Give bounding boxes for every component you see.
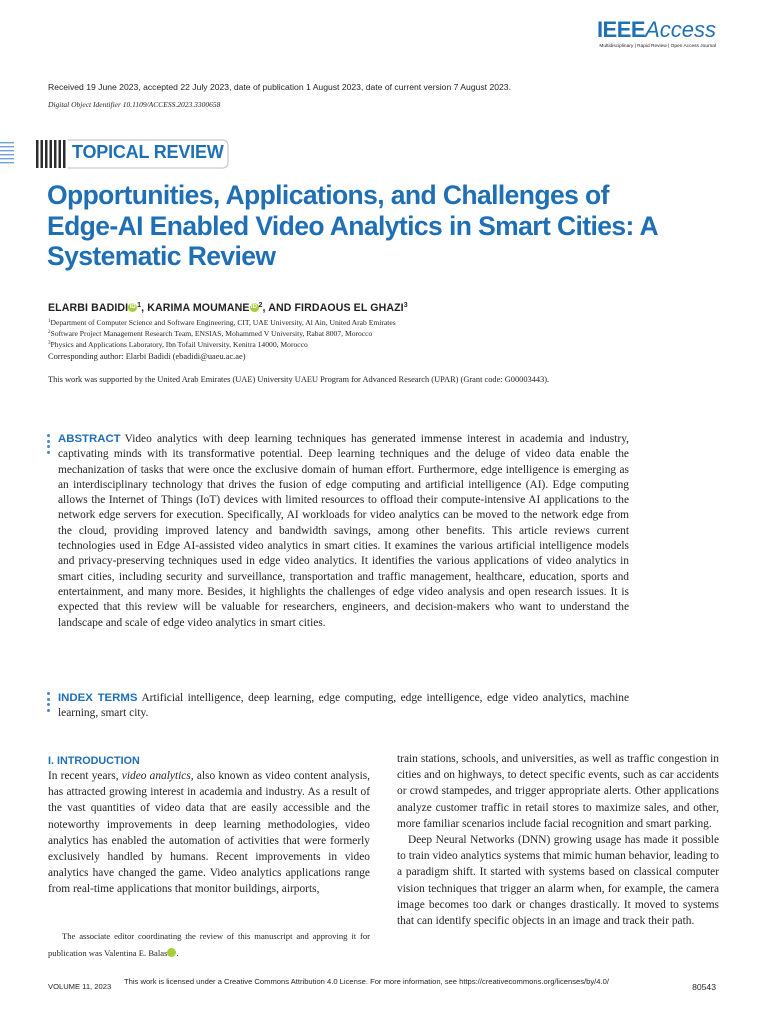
orcid-icon[interactable]: iD — [129, 304, 136, 310]
journal-logo — [496, 18, 716, 49]
index-terms-label: INDEX TERMS — [58, 692, 138, 704]
abstract-text: Video analytics with deep learning techniques has generated immense interest in academia and industry, captivating minds with its transformative potential. Deep learning techniques and the deluge of video data enable the mechanization of tasks that were once the exclusive domain of human effort. Furthermore, edge intelligence is emerging as an interdisciplinary technology that drives the fusion of edge computing and artificial intelligence (AI). Edge computing allows the Internet of Things (IoT) devices with limited resources to offload their compute-intensive AI applications to the network edge servers for execution. Specifically, AI workloads for video analytics can be moved to the network edge from the cloud, providing improved latency and bandwidth savings, among other benefits. This article reviews current technologies used in Edge AI-assisted video analytics in smart cities. It examines the various artificial intelligence models and privacy-preserving techniques used in edge video analytics. It identifies the various applications of video analytics in smart cities, including security and surveillance, transportation and traffic management, healthcare, education, sports and entertainment, and many more. Besides, it highlights the challenges of edge video analysis and open research issues. It is expected that this review will be valuable for researchers, engineers, and decision-makers who want to understand the landscape and scale of edge video analytics in smart cities. — [58, 433, 629, 629]
article-type-label: TOPICAL REVIEW — [72, 142, 224, 162]
intro-column-2 — [397, 751, 719, 929]
article-title: Opportunities, Applications, and Challenges of Edge-AI Enabled Video Analytics in Smart Cities: A Systematic Review — [47, 180, 658, 271]
orcid-icon[interactable]: iD — [250, 304, 258, 310]
editor-footnote: The associate editor coordinating the review of this manuscript and approving it for publication was Valentina E. Balas iD. — [48, 931, 370, 958]
paragraph: Deep Neural Networks (DNN) growing usage has made it possible to train video analytics systems that mimic human behavior, leading to a paradigm shift. It started with systems based on classical computer vision techniques that trigger an alarm when, for example, the camera image becomes too dark or changes drastically. It moved to systems that can identify specific objects in an image and track their path. — [397, 834, 719, 928]
affiliation-2: $^2$Software Project Management Research Team, ENSIAS, Mohammed V University, Rabat 8007, Morocco — [48, 329, 373, 338]
page-number: 80543 — [692, 982, 716, 992]
journal-brand: IEEEAccess — [596, 17, 716, 42]
doi: Digital Object Identifier 10.1109/ACCESS.2023.3300658 — [48, 100, 221, 109]
intro-column-1: In recent years, video analytics, also known as video content analysis, has attracted growing interest in academia and industry. As a result of the vast quantities of video data that are easily accessible and the noteworthy improvements in deep learning methodologies, video analytics has enabled the automation of activities that were formerly exclusively handled by humans. Recent improvements in video analytics have changed the game. Video analytics applications range from real-time applications that monitor buildings, airports, — [48, 770, 371, 896]
orcid-icon[interactable]: iD — [167, 948, 176, 957]
volume-label: VOLUME 11, 2023 — [48, 982, 112, 991]
affiliation-3: $^3$Physics and Applications Laboratory, Ibn Tofail University, Kenitra 14000, Morocco — [48, 340, 308, 349]
abstract-dots-icon — [47, 434, 51, 456]
index-terms-dots-icon — [47, 692, 51, 714]
abstract — [58, 432, 629, 631]
license-note: This work is licensed under a Creative Commons Attribution 4.0 License. For more information, see https://creativecommons.org/licenses/by/4.0/ — [124, 977, 609, 986]
author-2: , KARIMA MOUMANE — [141, 302, 250, 314]
paragraph: train stations, schools, and universities, as well as traffic congestion in cities and on highways, to detect specific events, such as car accidents or crowd stampedes, and trigger appropriate alerts. Other applications analyze customer traffic in retail stores to maximize sales, and other, more familiar scenarios include facial recognition and smart parking. — [397, 753, 719, 830]
author-1: ELARBI BADIDI — [48, 302, 129, 314]
journal-tagline: Multidisciplinary | Rapid Review | Open Access Journal — [599, 44, 716, 49]
section-heading: I. INTRODUCTION — [48, 755, 140, 767]
affiliation-1: $^1$Department of Computer Science and Software Engineering, CIT, UAE University, Al Ain, United Arab Emirates — [48, 318, 396, 327]
index-terms-text: Artificial intelligence, deep learning, edge computing, edge intelligence, edge video analytics, machine learning, smart city. — [58, 692, 630, 720]
received-dates: Received 19 June 2023, accepted 22 July 2023, date of publication 1 August 2023, date of current version 7 August 2023. — [48, 82, 511, 92]
abstract-label: ABSTRACT — [58, 433, 121, 445]
funding-note: This work was supported by the United Arab Emirates (UAE) University UAEU Program for Advanced Research (UPAR) (Grant code: G00003443). — [48, 375, 550, 384]
corresponding-author: Corresponding author: Elarbi Badidi (ebadidi@uaeu.ac.ae) — [48, 352, 246, 361]
index-terms — [58, 691, 629, 722]
author-3: , AND FIRDAOUS EL GHAZI — [262, 302, 404, 314]
author-list: ELARBI BADIDIiD$^1$, KARIMA MOUMANEiD$^2$, AND FIRDAOUS EL GHAZI$^3$ — [48, 302, 408, 314]
